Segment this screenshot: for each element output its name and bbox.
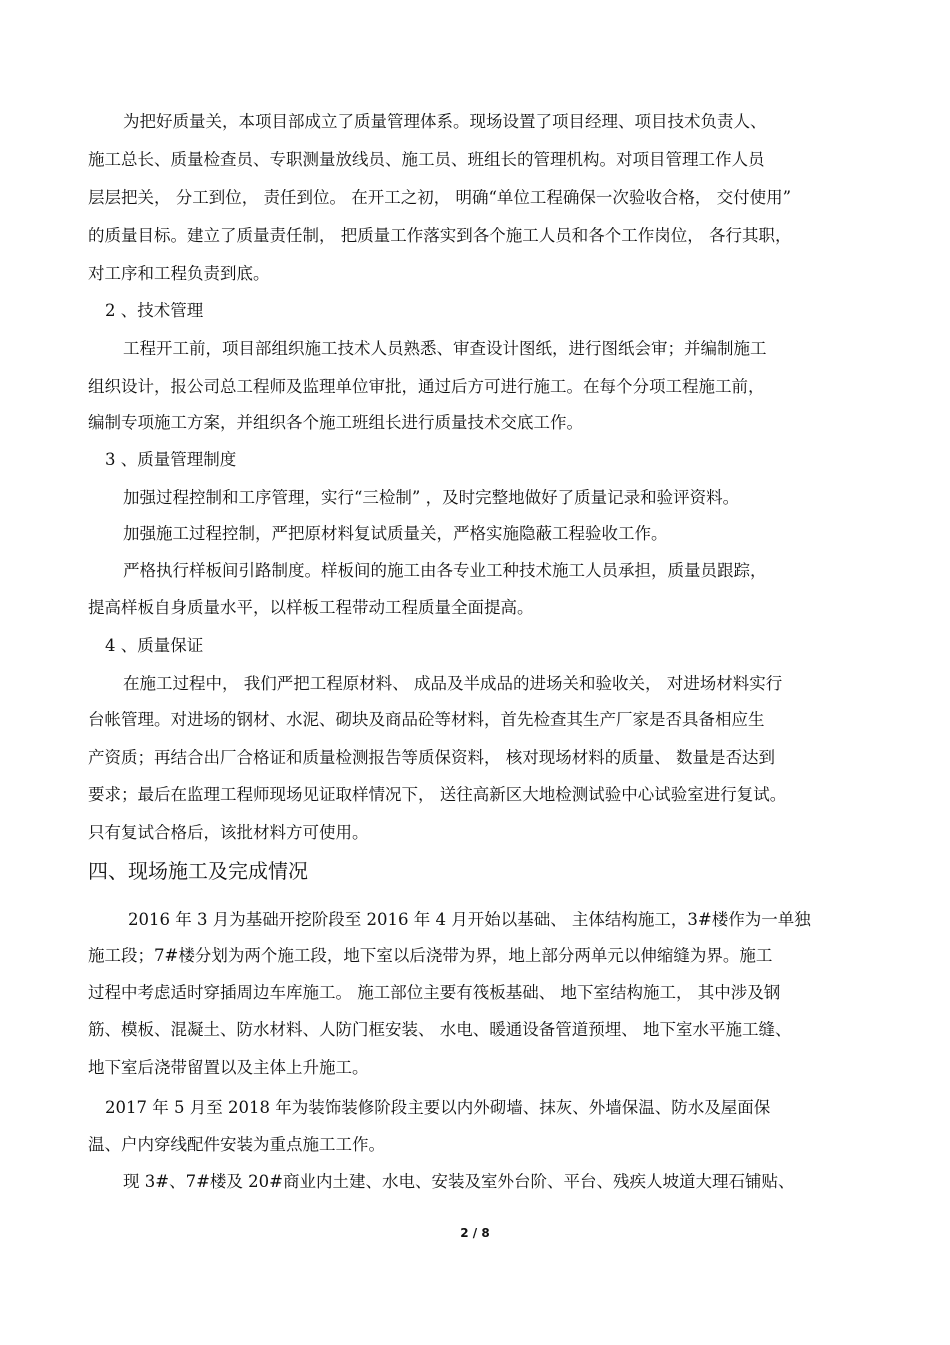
- paragraph-line: 只有复试合格后，该批材料方可使用。: [88, 823, 369, 842]
- page-number: 2 / 8: [460, 1226, 490, 1240]
- paragraph-line: 提高样板自身质量水平，以样板工程带动工程质量全面提高。: [88, 598, 534, 617]
- paragraph-line: 筋、模板、混凝土、防水材料、人防门框安装、 水电、暖通设备管道预埋、 地下室水平施工缝、: [88, 1020, 792, 1039]
- chapter-heading: 四、现场施工及完成情况: [88, 859, 308, 883]
- section-heading: 4 、质量保证: [105, 636, 204, 655]
- paragraph-line: 对工序和工程负责到底。: [88, 264, 270, 283]
- paragraph-line: 层层把关， 分工到位， 责任到位。 在开工之初， 明确“单位工程确保一次验收合格， 交付使用”: [88, 188, 792, 207]
- paragraph-line: 严格执行样板间引路制度。样板间的施工由各专业工种技术施工人员承担，质量员跟踪，: [123, 561, 767, 580]
- paragraph-line: 2016 年 3 月为基础开挖阶段至 2016 年 4 月开始以基础、 主体结构施工，3#楼作为一单独: [128, 910, 811, 929]
- paragraph-line: 加强施工过程控制，严把原材料复试质量关，严格实施隐蔽工程验收工作。: [123, 524, 668, 543]
- paragraph-line: 为把好质量关，本项目部成立了质量管理体系。现场设置了项目经理、项目技术负责人、: [123, 112, 767, 131]
- paragraph-line: 加强过程控制和工序管理，实行“三检制” ，及时完整地做好了质量记录和验评资料。: [123, 488, 740, 507]
- paragraph-line: 过程中考虑适时穿插周边车库施工。 施工部位主要有筏板基础、 地下室结构施工， 其中涉及钢: [88, 983, 781, 1002]
- paragraph-line: 编制专项施工方案，并组织各个施工班组长进行质量技术交底工作。: [88, 413, 583, 432]
- paragraph-line: 地下室后浇带留置以及主体上升施工。: [88, 1058, 369, 1077]
- paragraph-line: 要求；最后在监理工程师现场见证取样情况下， 送往高新区大地检测试验中心试验室进行复试。: [88, 785, 787, 804]
- paragraph-line: 施工段；7#楼分划为两个施工段，地下室以后浇带为界，地上部分两单元以伸缩缝为界。施工: [88, 946, 773, 965]
- paragraph-line: 台帐管理。对进场的钢材、水泥、砌块及商品砼等材料，首先检查其生产厂家是否具备相应生: [88, 710, 765, 729]
- paragraph-line: 现 3#、7#楼及 20#商业内土建、水电、安装及室外台阶、平台、残疾人坡道大理石铺贴、: [123, 1172, 795, 1191]
- paragraph-line: 温、户内穿线配件安装为重点施工工作。: [88, 1135, 385, 1154]
- paragraph-line: 施工总长、质量检查员、专职测量放线员、施工员、班组长的管理机构。对项目管理工作人员: [88, 150, 765, 169]
- paragraph-line: 产资质；再结合出厂合格证和质量检测报告等质保资料， 核对现场材料的质量、 数量是否达到: [88, 748, 775, 767]
- paragraph-line: 工程开工前，项目部组织施工技术人员熟悉、审查设计图纸，进行图纸会审；并编制施工: [123, 339, 767, 358]
- section-heading: 2 、技术管理: [105, 301, 204, 320]
- paragraph-line: 的质量目标。建立了质量责任制， 把质量工作落实到各个施工人员和各个工作岗位， 各行其职，: [88, 226, 792, 245]
- paragraph-line: 2017 年 5 月至 2018 年为装饰装修阶段主要以内外砌墙、抹灰、外墙保温、防水及屋面保: [105, 1098, 771, 1117]
- paragraph-line: 组织设计，报公司总工程师及监理单位审批，通过后方可进行施工。在每个分项工程施工前，: [88, 377, 765, 396]
- paragraph-line: 在施工过程中， 我们严把工程原材料、 成品及半成品的进场关和验收关， 对进场材料实行: [123, 674, 783, 693]
- section-heading: 3 、质量管理制度: [105, 450, 237, 469]
